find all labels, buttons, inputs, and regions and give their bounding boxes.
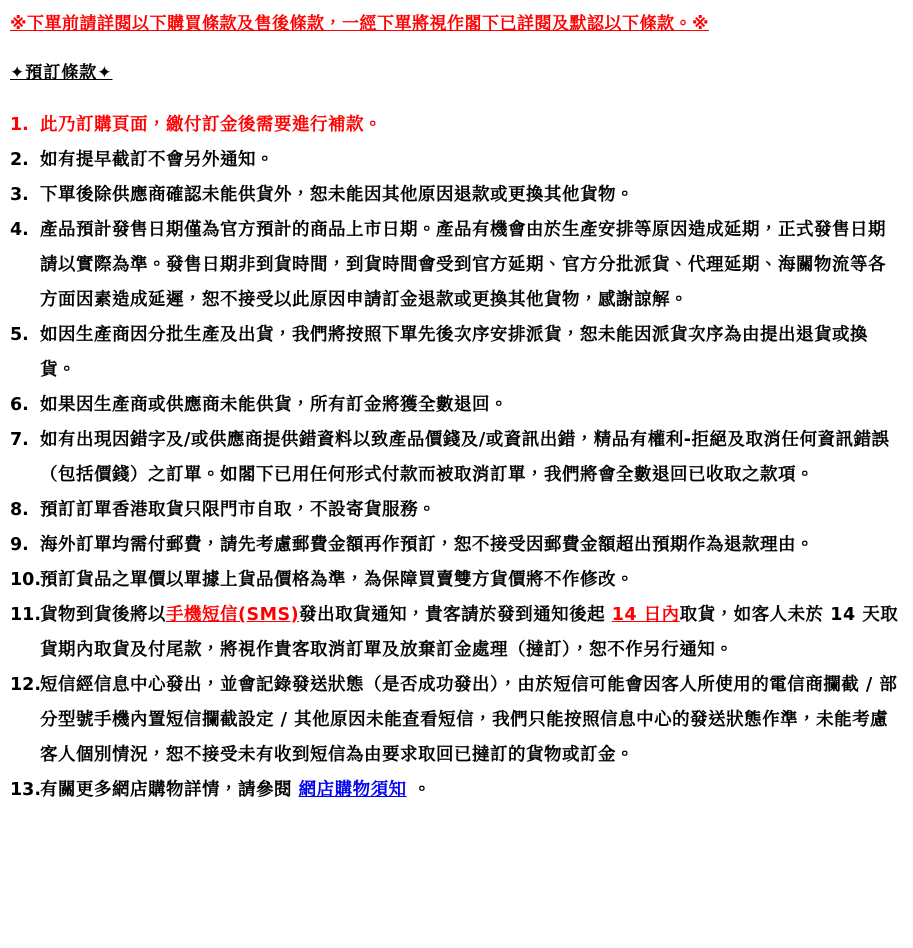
shop-guide-link[interactable]: 網店購物須知: [298, 780, 407, 800]
term-segment: 預訂貨品之單價以單據上貨品價格為準，為保障買賣雙方貨價將不作修改。: [40, 570, 634, 590]
term-number: 5.: [10, 325, 29, 345]
term-text: [40, 493, 901, 528]
term-number: 1.: [10, 115, 29, 135]
term-segment: 。: [406, 780, 432, 800]
term-number: 6.: [10, 395, 29, 415]
purchase-notice-banner: ※下單前請詳閱以下購買條款及售後條款，一經下單將視作閣下已詳閱及默認以下條款。※: [10, 14, 710, 34]
term-item-8: [10, 493, 901, 528]
term-item-2: [10, 143, 901, 178]
term-number: 8.: [10, 500, 29, 520]
term-segment: 貨物到貨後將以: [40, 605, 166, 625]
highlight-text: 14 日內: [611, 605, 680, 625]
term-item-12: [10, 668, 901, 773]
term-number: 7.: [10, 430, 29, 450]
term-segment: 如因生產商因分批生產及出貨，我們將按照下單先後次序安排派貨，恕未能因派貨次序為由提出退貨或換貨。: [40, 325, 868, 380]
term-item-13: [10, 773, 901, 808]
term-number: 4.: [10, 220, 29, 240]
term-segment: 下單後除供應商確認未能供貨外，恕未能因其他原因退款或更換其他貨物。: [40, 185, 634, 205]
term-number: 12.: [10, 675, 42, 695]
term-number: 9.: [10, 535, 29, 555]
term-number: 2.: [10, 150, 29, 170]
term-item-7: [10, 423, 901, 493]
term-text: [40, 528, 901, 563]
preorder-terms-title: ✦預訂條款✦: [10, 63, 113, 83]
term-text: [40, 143, 901, 178]
term-text: [40, 668, 901, 773]
term-number: 3.: [10, 185, 29, 205]
term-segment: 此乃訂購頁面，繳付訂金後需要進行補款。: [40, 115, 382, 135]
term-segment: 短信經信息中心發出，並會記錄發送狀態（是否成功發出），由於短信可能會因客人所使用的電信商攔截 / 部分型號手機內置短信攔截設定 / 其他原因未能查看短信，我們只能按照信息中心的發送狀態作準，未能考慮客人個別情況，恕不接受未有收到短信為由要求取回已撻訂的貨物或訂金。: [40, 675, 898, 765]
term-segment: 取貨，如客人未於 14 天取貨期內取貨及付尾款，將視作貴客取消訂單及放棄訂金處理（撻訂），恕不作另行通知。: [40, 605, 899, 660]
term-text: [40, 388, 901, 423]
term-text: [40, 423, 901, 493]
term-item-3: [10, 178, 901, 213]
term-item-6: [10, 388, 901, 423]
term-number: 10.: [10, 570, 42, 590]
term-segment: 發出取貨通知，貴客請於發到通知後起: [299, 605, 612, 625]
term-segment: 預訂訂單香港取貨只限門市自取，不設寄貨服務。: [40, 500, 436, 520]
term-item-9: [10, 528, 901, 563]
term-segment: 如有出現因錯字及/或供應商提供錯資料以致產品價錢及/或資訊出錯，精品有權利-拒絕及取消任何資訊錯誤（包括價錢）之訂單。如閣下已用任何形式付款而被取消訂單，我們將會全數退回已收取之款項。: [40, 430, 890, 485]
term-text: [40, 773, 901, 808]
term-text: [40, 598, 901, 668]
term-segment: 有關更多網店購物詳情，請參閱: [40, 780, 299, 800]
term-item-11: [10, 598, 901, 668]
term-segment: 如果因生產商或供應商未能供貨，所有訂金將獲全數退回。: [40, 395, 508, 415]
term-text: [40, 178, 901, 213]
term-number: 11.: [10, 605, 42, 625]
term-text: [40, 213, 901, 318]
term-number: 13.: [10, 780, 42, 800]
term-text: [40, 318, 901, 388]
term-text: [40, 108, 901, 143]
term-segment: 如有提早截訂不會另外通知。: [40, 150, 274, 170]
term-item-5: [10, 318, 901, 388]
term-item-4: [10, 213, 901, 318]
term-segment: 海外訂單均需付郵費，請先考慮郵費金額再作預訂，恕不接受因郵費金額超出預期作為退款理由。: [40, 535, 814, 555]
term-item-1: [10, 108, 901, 143]
term-segment: 產品預計發售日期僅為官方預計的商品上市日期。產品有機會由於生產安排等原因造成延期，正式發售日期請以實際為準。發售日期非到貨時間，到貨時間會受到官方延期、官方分批派貨、代理延期、海關物流等各方面因素造成延遲，恕不接受以此原因申請訂金退款或更換其他貨物，感謝諒解。: [40, 220, 886, 310]
term-text: [40, 563, 901, 598]
highlight-text: 手機短信(SMS): [166, 605, 300, 625]
terms-list: [10, 108, 901, 808]
term-item-10: [10, 563, 901, 598]
